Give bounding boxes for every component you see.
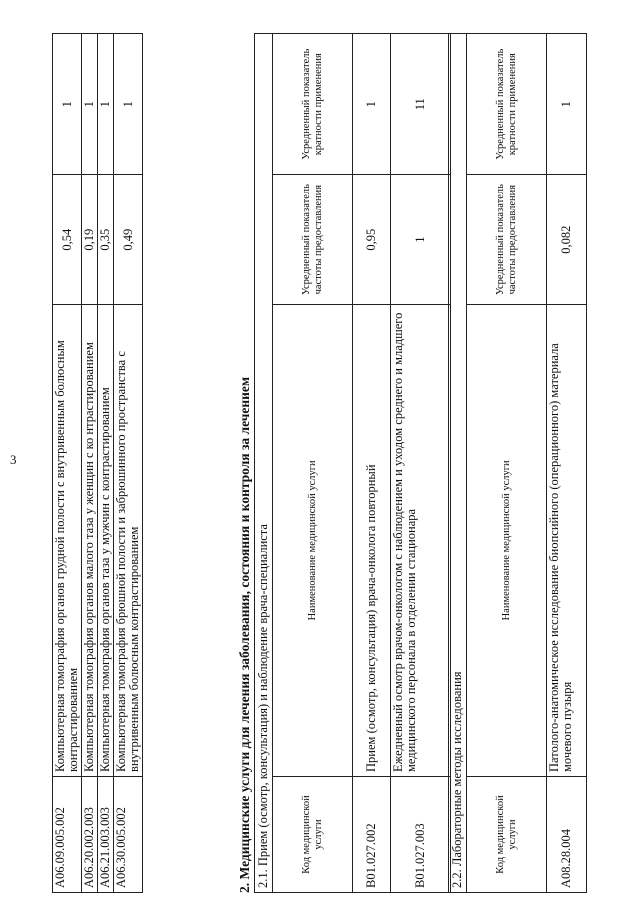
subsection-title: 2.2. Лабораторные методы исследования <box>449 34 467 893</box>
service-code: B01.027.002 <box>353 776 391 892</box>
table-row <box>53 34 82 893</box>
freq-value: 0,54 <box>53 175 82 304</box>
header-name: Наименование медицинской услуги <box>467 304 547 776</box>
table-row <box>391 34 451 893</box>
subsection-title: 2.1. Прием (осмотр, консультация) и наблюдение врача-специалиста <box>255 34 273 893</box>
freq-value: 0,35 <box>98 175 114 304</box>
mult-value: 1 <box>547 34 587 176</box>
service-code: A06.20.002.003 <box>82 776 98 892</box>
service-name: Компьютерная томография органов таза у мужчин с контрастированием <box>98 304 114 776</box>
service-name: Компьютерная томография брюшной полости и забрюшинного пространства с внутривенным болюсным контрастированием <box>114 304 143 776</box>
subsection-title-row <box>449 34 467 893</box>
service-name: Прием (осмотр, консультация) врача-онколога повторный <box>353 304 391 776</box>
mult-value: 1 <box>353 34 391 176</box>
mult-value: 1 <box>82 34 98 176</box>
laboratory-table <box>448 33 587 893</box>
service-code: A06.09.005.002 <box>53 776 82 892</box>
header-freq: Усредненный показатель частоты предоставления <box>273 175 353 304</box>
freq-value: 0,49 <box>114 175 143 304</box>
service-code: B01.027.003 <box>391 776 451 892</box>
header-freq: Усредненный показатель частоты предоставления <box>467 175 547 304</box>
header-mult: Усредненный показатель кратности применения <box>273 34 353 176</box>
table-row <box>82 34 98 893</box>
freq-value: 1 <box>391 175 451 304</box>
service-name: Патолого-анатомическое исследование биопсийного (операционного) материала мочевого пузыря <box>547 304 587 776</box>
freq-value: 0,95 <box>353 175 391 304</box>
header-row <box>273 34 353 893</box>
consultation-table <box>254 33 451 893</box>
service-name: Компьютерная томография органов малого таза у женщин с ко нтрастированием <box>82 304 98 776</box>
header-row <box>467 34 547 893</box>
section-title: 2. Медицинские услуги для лечения заболевания, состояния и контроля за лечением <box>237 376 252 893</box>
service-code: A06.30.005.002 <box>114 776 143 892</box>
freq-value: 0,19 <box>82 175 98 304</box>
table-row <box>353 34 391 893</box>
service-code: A06.21.003.003 <box>98 776 114 892</box>
mult-value: 11 <box>391 34 451 176</box>
page-number: 3 <box>10 452 17 467</box>
header-code: Код медицинской услуги <box>273 776 353 892</box>
mult-value: 1 <box>53 34 82 176</box>
subsection-title-row <box>255 34 273 893</box>
top-services-table <box>52 33 143 893</box>
header-name: Наименование медицинской услуги <box>273 304 353 776</box>
mult-value: 1 <box>114 34 143 176</box>
table-row <box>114 34 143 893</box>
table-row <box>98 34 114 893</box>
freq-value: 0,082 <box>547 175 587 304</box>
mult-value: 1 <box>98 34 114 176</box>
service-code: A08.28.004 <box>547 776 587 892</box>
service-name: Компьютерная томография органов грудной полости с внутривенным болюсным контрастированием <box>53 304 82 776</box>
table-row <box>547 34 587 893</box>
service-name: Ежедневный осмотр врачом-онкологом с наблюдением и уходом среднего и младшего медицинского персонала в отделении стационара <box>391 304 451 776</box>
header-mult: Усредненный показатель кратности применения <box>467 34 547 176</box>
header-code: Код медицинской услуги <box>467 776 547 892</box>
